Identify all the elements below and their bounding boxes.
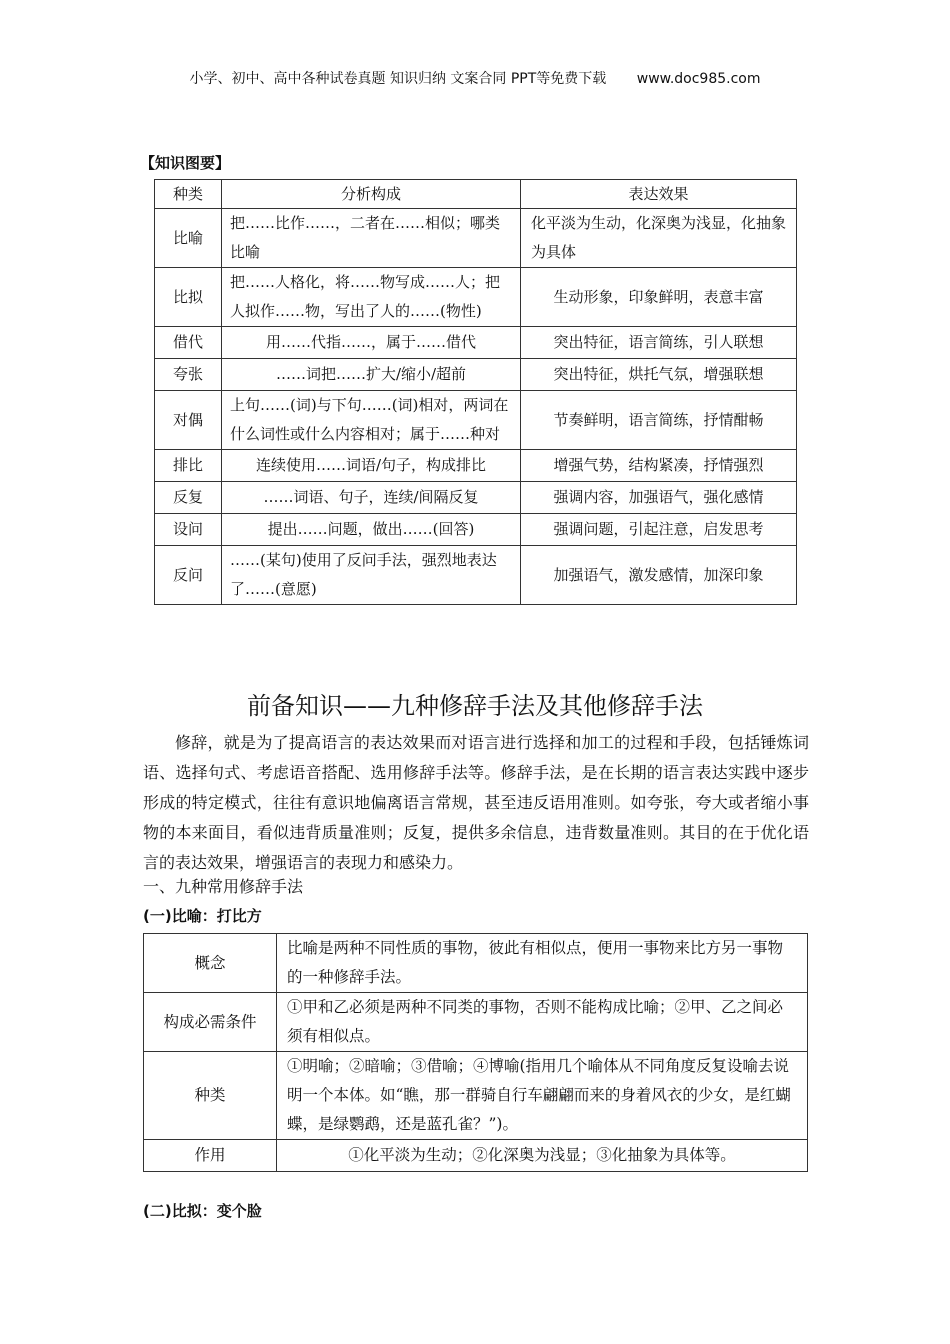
table-row bbox=[155, 482, 797, 514]
row-analysis: 用……代指……，属于……借代 bbox=[222, 327, 521, 359]
table-row bbox=[155, 514, 797, 546]
row-type: 反复 bbox=[155, 482, 222, 514]
page-header bbox=[0, 68, 950, 88]
knowledge-map-title: 【知识图要】 bbox=[140, 154, 231, 172]
table-row bbox=[155, 391, 797, 450]
table-row bbox=[155, 209, 797, 268]
table-row bbox=[144, 1052, 808, 1140]
table-row bbox=[155, 268, 797, 327]
row-type: 比喻 bbox=[155, 209, 222, 268]
row-type: 借代 bbox=[155, 327, 222, 359]
knowledge-map-table bbox=[154, 179, 797, 605]
table-header-row bbox=[155, 180, 797, 209]
row-analysis: 提出……问题，做出……(回答) bbox=[222, 514, 521, 546]
row-label: 种类 bbox=[144, 1052, 277, 1140]
personification-heading: (二)比拟：变个脸 bbox=[143, 1202, 262, 1220]
row-content: ①明喻；②暗喻；③借喻；④博喻(指用几个喻体从不同角度反复设喻去说明一个本体。如“瞧，那一群骑自行车翩翩而来的身着风衣的少女，是红蝴蝶，是绿鹦鹉，还是蓝孔雀？”)。 bbox=[277, 1052, 808, 1140]
row-effect: 强调问题，引起注意，启发思考 bbox=[521, 514, 797, 546]
row-type: 比拟 bbox=[155, 268, 222, 327]
table-row bbox=[144, 1140, 808, 1172]
intro-paragraph: 修辞，就是为了提高语言的表达效果而对语言进行选择和加工的过程和手段，包括锤炼词语、选择句式、考虑语音搭配、选用修辞手法等。修辞手法，是在长期的语言表达实践中逐步形成的特定模式，往往有意识地偏离语言常规，甚至违反语用准则。如夸张，夸大或者缩小事物的本来面目，看似违背质量准则；反复，提供多余信息，违背数量准则。其目的在于优化语言的表达效果，增强语言的表现力和感染力。 bbox=[143, 733, 809, 872]
row-effect: 化平淡为生动，化深奥为浅显，化抽象为具体 bbox=[521, 209, 797, 268]
row-analysis: 把……人格化，将……物写成……人；把人拟作……物，写出了人的……(物性) bbox=[222, 268, 521, 327]
header-url[interactable]: www.doc985.com bbox=[636, 71, 761, 87]
table-row bbox=[155, 546, 797, 605]
row-effect: 增强气势，结构紧凑，抒情强烈 bbox=[521, 450, 797, 482]
table-row bbox=[144, 934, 808, 993]
table-row bbox=[144, 993, 808, 1052]
row-type: 反问 bbox=[155, 546, 222, 605]
row-effect: 节奏鲜明，语言简练，抒情酣畅 bbox=[521, 391, 797, 450]
column-header: 种类 bbox=[155, 180, 222, 209]
row-effect: 突出特征，语言简练，引人联想 bbox=[521, 327, 797, 359]
table-row bbox=[155, 327, 797, 359]
row-analysis: ……词语、句子，连续/间隔反复 bbox=[222, 482, 521, 514]
row-type: 对偶 bbox=[155, 391, 222, 450]
row-content: ①化平淡为生动；②化深奥为浅显；③化抽象为具体等。 bbox=[277, 1140, 808, 1172]
section-title: 前备知识——九种修辞手法及其他修辞手法 bbox=[247, 692, 703, 720]
row-analysis: 把……比作……，二者在……相似；哪类比喻 bbox=[222, 209, 521, 268]
table-row bbox=[155, 450, 797, 482]
row-effect: 加强语气，激发感情，加深印象 bbox=[521, 546, 797, 605]
row-content: 比喻是两种不同性质的事物，彼此有相似点，便用一事物来比方另一事物的一种修辞手法。 bbox=[277, 934, 808, 993]
row-label: 概念 bbox=[144, 934, 277, 993]
subheading: 一、九种常用修辞手法 bbox=[143, 877, 304, 896]
row-content: ①甲和乙必须是两种不同类的事物，否则不能构成比喻；②甲、乙之间必须有相似点。 bbox=[277, 993, 808, 1052]
column-header: 表达效果 bbox=[521, 180, 797, 209]
row-effect: 生动形象，印象鲜明，表意丰富 bbox=[521, 268, 797, 327]
row-type: 设问 bbox=[155, 514, 222, 546]
row-label: 构成必需条件 bbox=[144, 993, 277, 1052]
row-effect: 突出特征，烘托气氛，增强联想 bbox=[521, 359, 797, 391]
table-row bbox=[155, 359, 797, 391]
column-header: 分析构成 bbox=[222, 180, 521, 209]
row-analysis: 连续使用……词语/句子，构成排比 bbox=[222, 450, 521, 482]
simile-heading: (一)比喻：打比方 bbox=[143, 907, 262, 925]
row-analysis: ……(某句)使用了反问手法，强烈地表达了……(意愿) bbox=[222, 546, 521, 605]
row-analysis: ……词把……扩大/缩小/超前 bbox=[222, 359, 521, 391]
simile-table bbox=[143, 933, 808, 1172]
row-label: 作用 bbox=[144, 1140, 277, 1172]
row-type: 排比 bbox=[155, 450, 222, 482]
row-analysis: 上句……(词)与下句……(词)相对，两词在什么词性或什么内容相对；属于……种对 bbox=[222, 391, 521, 450]
row-type: 夸张 bbox=[155, 359, 222, 391]
row-effect: 强调内容，加强语气，强化感情 bbox=[521, 482, 797, 514]
header-text: 小学、初中、高中各种试卷真题 知识归纳 文案合同 PPT等免费下载 bbox=[189, 71, 607, 87]
